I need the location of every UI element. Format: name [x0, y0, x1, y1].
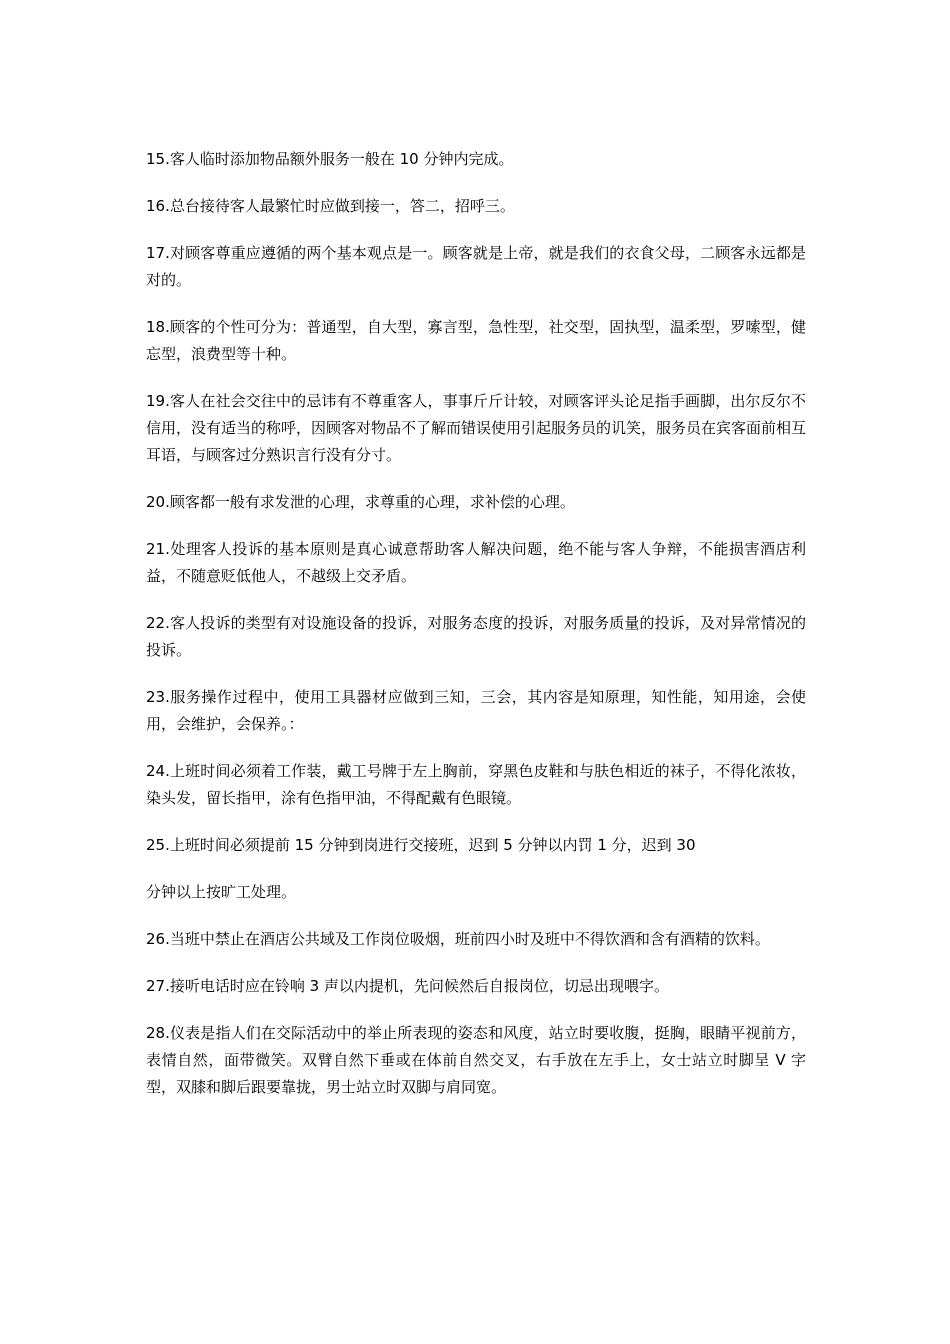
paragraph-23: 23.服务操作过程中，使用工具器材应做到三知，三会，其内容是知原理，知性能，知用途，会使用，会维护，会保养。：: [146, 688, 806, 733]
paragraph-26: 26.当班中禁止在酒店公共域及工作岗位吸烟，班前四小时及班中不得饮酒和含有酒精的饮料。: [146, 930, 770, 948]
paragraph-20: 20.顾客都一般有求发泄的心理，求尊重的心理，求补偿的心理。: [146, 493, 575, 511]
paragraph-22: 22.客人投诉的类型有对设施设备的投诉，对服务态度的投诉，对服务质量的投诉，及对异常情况的投诉。: [146, 614, 806, 659]
paragraph-18: 18.顾客的个性可分为：普通型，自大型，寡言型，急性型，社交型，固执型，温柔型，罗嗦型，健忘型，浪费型等十种。: [146, 318, 806, 363]
paragraph-15: 15.客人临时添加物品额外服务一般在 10 分钟内完成。: [146, 150, 514, 168]
paragraph-28: 28.仪表是指人们在交际活动中的举止所表现的姿态和风度，站立时要收腹，挺胸，眼睛平视前方，表情自然，面带微笑。双臂自然下垂或在体前自然交叉，右手放在左手上，女士站立时脚呈 V 字型，双膝和脚后跟要靠拢，男士站立时双脚与肩同宽。: [146, 1024, 806, 1096]
paragraph-25-continued: 分钟以上按旷工处理。: [146, 883, 297, 901]
paragraph-17: 17.对顾客尊重应遵循的两个基本观点是一。顾客就是上帝，就是我们的衣食父母，二顾客永远都是对的。: [146, 244, 806, 289]
paragraph-21: 21.处理客人投诉的基本原则是真心诚意帮助客人解决问题，绝不能与客人争辩，不能损害酒店利益，不随意贬低他人，不越级上交矛盾。: [146, 540, 806, 585]
document-body: [146, 146, 806, 1121]
paragraph-19: 19.客人在社会交往中的忌讳有不尊重客人，事事斤斤计较，对顾客评头论足指手画脚，出尔反尔不信用，没有适当的称呼，因顾客对物品不了解而错误使用引起服务员的讥笑，服务员在宾客面前相互耳语，与顾客过分熟识言行没有分寸。: [146, 392, 807, 464]
paragraph-25: 25.上班时间必须提前 15 分钟到岗进行交接班，迟到 5 分钟以内罚 1 分，迟到 30: [146, 836, 696, 854]
paragraph-24: 24.上班时间必须着工作装，戴工号牌于左上胸前，穿黑色皮鞋和与肤色相近的袜子，不得化浓妆，染头发，留长指甲，涂有色指甲油，不得配戴有色眼镜。: [146, 762, 806, 807]
paragraph-16: 16.总台接待客人最繁忙时应做到接一，答二，招呼三。: [146, 197, 515, 215]
paragraph-27: 27.接听电话时应在铃响 3 声以内提机，先问候然后自报岗位，切忌出现喂字。: [146, 977, 669, 995]
